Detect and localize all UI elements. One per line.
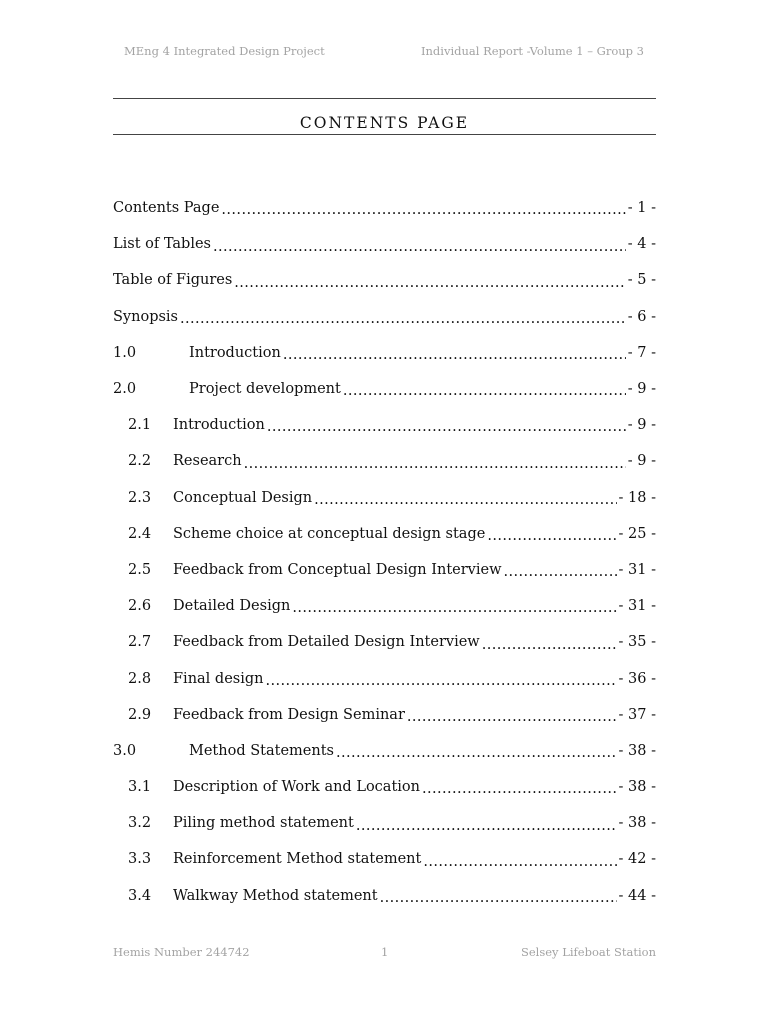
toc-entry-label: Conceptual Design — [173, 489, 313, 506]
toc-entry-label: Feedback from Design Seminar — [173, 706, 405, 723]
toc-entry[interactable] — [113, 443, 656, 479]
title-bottom-rule — [113, 134, 656, 135]
toc-entry-page: - 1 - — [627, 200, 656, 217]
toc-entry[interactable] — [113, 805, 656, 841]
toc-entry[interactable] — [113, 878, 656, 914]
toc-entry-page: - 25 - — [618, 525, 656, 542]
toc-dot-leader — [213, 237, 626, 252]
toc-entry[interactable] — [113, 516, 656, 552]
toc-entry-label: Description of Work and Location — [173, 779, 420, 796]
toc-entry-number: 2.3 — [128, 489, 152, 506]
table-of-contents — [113, 190, 656, 914]
toc-entry[interactable] — [113, 769, 656, 805]
toc-entry-label: Contents Page — [113, 200, 220, 217]
page-header — [124, 44, 644, 60]
toc-entry[interactable] — [113, 733, 656, 769]
toc-dot-leader — [423, 852, 616, 867]
toc-entry-label: Reinforcement Method statement — [173, 851, 422, 868]
toc-entry-number: 3.2 — [128, 815, 152, 832]
toc-entry-page: - 4 - — [627, 236, 656, 253]
toc-entry-number: 1.0 — [113, 344, 137, 361]
toc-dot-leader — [407, 707, 617, 722]
header-report-title: Individual Report -Volume 1 – Group 3 — [420, 44, 644, 58]
toc-entry[interactable] — [113, 407, 656, 443]
toc-entry-number: 3.1 — [128, 779, 152, 796]
toc-entry-label: Research — [173, 453, 242, 470]
toc-entry-label: Feedback from Conceptual Design Interview — [173, 561, 502, 578]
toc-entry-page: - 6 - — [627, 308, 656, 325]
toc-dot-leader — [221, 201, 625, 216]
toc-entry-label: Walkway Method statement — [173, 887, 378, 904]
toc-dot-leader — [343, 382, 626, 397]
toc-entry[interactable] — [113, 841, 656, 877]
toc-entry-number: 2.0 — [113, 381, 137, 398]
toc-dot-leader — [336, 744, 617, 759]
footer-page-number: 1 — [381, 945, 389, 959]
title-top-rule — [113, 98, 656, 99]
toc-entry[interactable] — [113, 371, 656, 407]
toc-entry-page: - 35 - — [618, 634, 656, 651]
toc-dot-leader — [283, 346, 626, 361]
toc-entry-page: - 7 - — [627, 344, 656, 361]
toc-entry-number: 2.7 — [128, 634, 152, 651]
toc-entry-page: - 38 - — [618, 742, 656, 759]
toc-entry-page: - 37 - — [618, 706, 656, 723]
toc-dot-leader — [267, 418, 626, 433]
toc-entry-page: - 36 - — [618, 670, 656, 687]
toc-entry[interactable] — [113, 262, 656, 298]
toc-entry-page: - 9 - — [627, 381, 656, 398]
toc-entry[interactable] — [113, 660, 656, 696]
toc-entry[interactable] — [113, 480, 656, 516]
toc-entry-number: 2.6 — [128, 598, 152, 615]
toc-entry[interactable] — [113, 226, 656, 262]
toc-dot-leader — [504, 563, 617, 578]
toc-dot-leader — [380, 888, 617, 903]
toc-entry-page: - 9 - — [627, 453, 656, 470]
toc-entry-label: Scheme choice at conceptual design stage — [173, 525, 486, 542]
toc-entry[interactable] — [113, 552, 656, 588]
toc-dot-leader — [422, 780, 617, 795]
toc-entry-label: Introduction — [173, 417, 265, 434]
toc-entry-page: - 42 - — [618, 851, 656, 868]
toc-entry-label: Project development — [189, 381, 341, 398]
toc-entry-number: 2.2 — [128, 453, 152, 470]
toc-entry-number: 3.3 — [128, 851, 152, 868]
toc-entry-label: List of Tables — [113, 236, 211, 253]
toc-dot-leader — [314, 490, 616, 505]
toc-entry-page: - 38 - — [618, 815, 656, 832]
page-footer — [113, 945, 656, 961]
toc-entry[interactable] — [113, 624, 656, 660]
toc-dot-leader — [244, 454, 626, 469]
page-title: CONTENTS PAGE — [299, 114, 470, 132]
toc-entry-page: - 9 - — [627, 417, 656, 434]
toc-entry[interactable] — [113, 190, 656, 226]
footer-project-name: Selsey Lifeboat Station — [520, 945, 656, 959]
toc-entry-number: 2.4 — [128, 525, 152, 542]
toc-entry-number: 2.9 — [128, 706, 152, 723]
toc-entry-page: - 5 - — [627, 272, 656, 289]
toc-dot-leader — [482, 635, 617, 650]
toc-entry-page: - 44 - — [618, 887, 656, 904]
toc-entry-page: - 31 - — [618, 561, 656, 578]
toc-entry[interactable] — [113, 697, 656, 733]
toc-entry-label: Method Statements — [189, 742, 334, 759]
toc-entry-number: 3.4 — [128, 887, 152, 904]
toc-entry-page: - 18 - — [618, 489, 656, 506]
toc-dot-leader — [292, 599, 616, 614]
toc-entry-label: Piling method statement — [173, 815, 354, 832]
footer-student-number: Hemis Number 244742 — [113, 945, 250, 959]
toc-entry-number: 2.5 — [128, 561, 152, 578]
toc-dot-leader — [356, 816, 617, 831]
toc-entry-number: 2.8 — [128, 670, 152, 687]
toc-entry-label: Final design — [173, 670, 264, 687]
toc-dot-leader — [487, 527, 616, 542]
toc-entry-number: 2.1 — [128, 417, 152, 434]
header-course-title: MEng 4 Integrated Design Project — [124, 44, 325, 58]
toc-entry-page: - 38 - — [618, 779, 656, 796]
toc-entry[interactable] — [113, 335, 656, 371]
toc-entry-label: Feedback from Detailed Design Interview — [173, 634, 480, 651]
toc-entry-label: Detailed Design — [173, 598, 291, 615]
toc-entry[interactable] — [113, 299, 656, 335]
toc-entry-label: Synopsis — [113, 308, 178, 325]
toc-entry-number: 3.0 — [113, 742, 137, 759]
toc-entry-label: Introduction — [189, 344, 281, 361]
toc-dot-leader — [180, 309, 626, 324]
toc-entry-label: Table of Figures — [113, 272, 233, 289]
toc-entry[interactable] — [113, 588, 656, 624]
toc-entry-page: - 31 - — [618, 598, 656, 615]
toc-dot-leader — [234, 273, 625, 288]
toc-dot-leader — [266, 671, 617, 686]
